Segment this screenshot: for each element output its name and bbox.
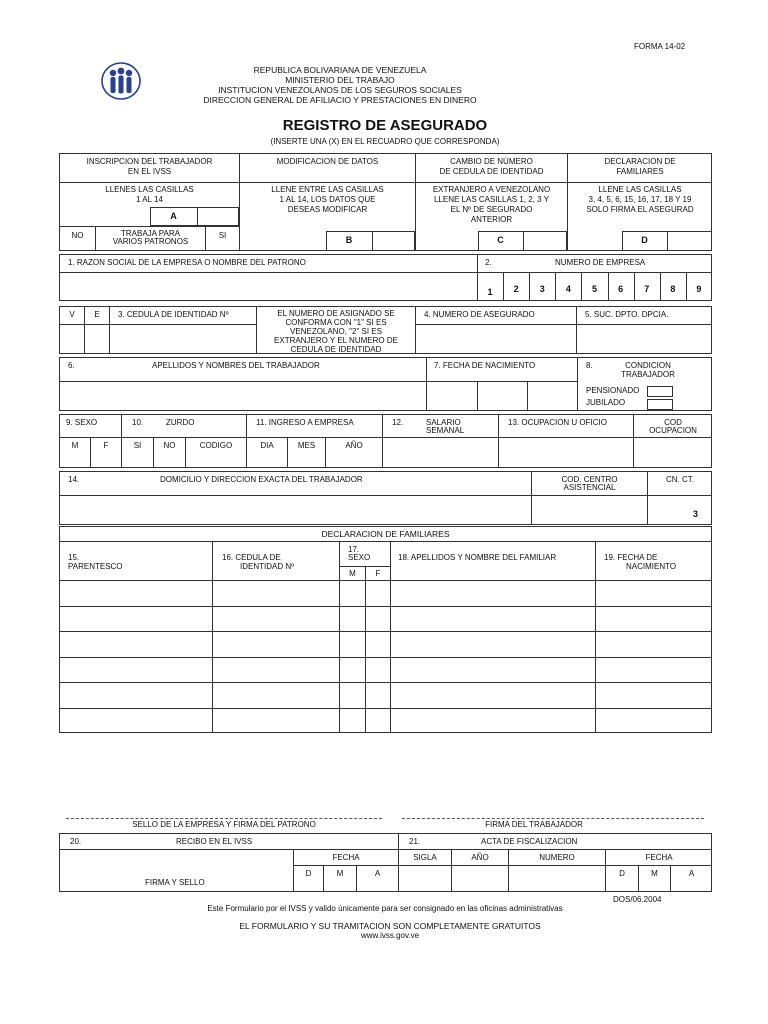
empresa-digit-9[interactable]: 9 — [696, 284, 702, 294]
centro-label-2: ASISTENCIAL — [563, 483, 616, 492]
field-8-label-1: CONDICION — [625, 361, 671, 370]
cn-ct-value: 3 — [693, 509, 699, 519]
familiar-row[interactable] — [60, 632, 711, 657]
option-b-desc-3: DESEAS MODIFICAR — [287, 205, 368, 214]
field-e: E — [94, 310, 100, 319]
footer-note: Este Formulario por el IVSS y valido únicamente para ser consignado en las oficinas administrativas — [207, 904, 563, 913]
cedula-note-4: EXTRANJERO Y EL NUMERO DE — [274, 336, 398, 345]
header-line-3: INSTITUCION VENEZOLANOS DE LOS SEGUROS SOCIALES — [218, 85, 462, 95]
field-10-label: ZURDO — [166, 418, 195, 427]
option-d-desc-1: LLENE LAS CASILLAS — [598, 185, 682, 194]
field-15-number: 15. — [68, 553, 80, 562]
option-d-desc-2: 3, 4, 5, 6, 15, 16, 17, 18 Y 19 — [588, 195, 692, 204]
ocupacion-input[interactable] — [499, 438, 633, 467]
header-line-4: DIRECCION GENERAL DE AFILIACIO Y PRESTACIONES EN DINERO — [203, 95, 477, 105]
empresa-digit-7[interactable]: 7 — [644, 284, 650, 294]
acta-sigla-label: SIGLA — [413, 853, 437, 862]
option-a-si: SI — [218, 231, 227, 240]
recibo-mes: M — [336, 869, 344, 878]
firma-trabajador-label: FIRMA DEL TRABAJADOR — [485, 820, 583, 829]
acta-fecha-label: FECHA — [645, 853, 673, 862]
recibo-anio: A — [374, 869, 381, 878]
option-c-desc-1: EXTRANJERO A VENEZOLANO — [432, 185, 551, 194]
recibo-dia: D — [305, 869, 312, 878]
sello-label: SELLO DE LA EMPRESA Y FIRMA DEL PATRONO — [132, 820, 316, 829]
cedula-note-3: VENEZOLANO, "2" SI ES — [290, 327, 382, 336]
ingreso-dia: DIA — [260, 441, 274, 450]
option-a-varios-1: TRABAJA PARA — [121, 229, 180, 238]
familiar-row[interactable] — [60, 683, 711, 708]
field-20-label: RECIBO EN EL IVSS — [176, 837, 253, 846]
salario-input[interactable] — [383, 438, 498, 467]
acta-anio: A — [688, 869, 695, 878]
field-8-number: 8. — [586, 361, 593, 370]
cedula-input[interactable] — [110, 325, 256, 353]
zurdo-no[interactable]: NO — [163, 441, 176, 450]
option-d-title-1: DECLARACION DE — [604, 157, 676, 166]
field-4-label: 4. NUMERO DE ASEGURADO — [424, 310, 535, 319]
ingreso-anio: AÑO — [345, 441, 363, 450]
sexo-m[interactable]: M — [71, 441, 79, 450]
apellidos-nombres-input[interactable] — [60, 382, 426, 410]
cedula-note-2: CONFORMA CON "1" SI ES — [285, 318, 387, 327]
ingreso-mes: MES — [297, 441, 316, 450]
acta-dia: D — [619, 869, 625, 878]
field-21-label: ACTA DE FISCALIZACION — [481, 837, 578, 846]
field-16-label-1: 16. CEDULA DE — [222, 553, 281, 562]
option-b-desc-1: LLENE ENTRE LAS CASILLAS — [271, 185, 384, 194]
centro-label-1: COD. CENTRO — [561, 475, 618, 484]
field-2-label: NUMERO DE EMPRESA — [555, 258, 646, 267]
familiar-row[interactable] — [60, 709, 711, 734]
header-line-2: MINISTERIO DEL TRABAJO — [285, 75, 395, 85]
cod-ocupacion-label-1: COD — [664, 418, 682, 427]
cn-ct-label: CN. CT. — [666, 475, 694, 484]
field-16-label-2: IDENTIDAD Nº — [240, 562, 295, 571]
zurdo-si[interactable]: SI — [133, 441, 142, 450]
razon-social-input[interactable] — [60, 273, 476, 300]
familiar-row[interactable] — [60, 581, 711, 606]
option-b-desc-2: 1 AL 14, LOS DATOS QUE — [279, 195, 376, 204]
empresa-digit-5[interactable]: 5 — [591, 284, 597, 294]
sexo-f[interactable]: F — [103, 441, 109, 450]
cedula-note-5: CEDULA DE IDENTIDAD — [290, 345, 382, 354]
field-21-number: 21. — [409, 837, 421, 846]
form-title: REGISTRO DE ASEGURADO — [282, 117, 488, 134]
jubilado-label: JUBILADO — [586, 398, 626, 407]
cedula-note-1: EL NUMERO DE ASIGNADO SE — [277, 309, 395, 318]
option-c-letter: C — [497, 235, 504, 245]
field-6-label: APELLIDOS Y NOMBRES DEL TRABAJADOR — [152, 361, 320, 370]
familiar-sexo-f: F — [375, 569, 381, 578]
option-a-desc-2: 1 AL 14 — [136, 195, 163, 204]
empresa-digit-1[interactable]: 1 — [487, 287, 493, 297]
form-code: FORMA 14-02 — [634, 42, 686, 51]
option-c-desc-2: LLENE LAS CASILLAS 1, 2, 3 Y — [433, 195, 550, 204]
field-1-label: 1. RAZON SOCIAL DE LA EMPRESA O NOMBRE DEL PATRONO — [68, 258, 306, 267]
field-12-label-1: SALARIO — [426, 418, 461, 427]
field-v: V — [69, 310, 75, 319]
field-14-number: 14. — [68, 475, 80, 484]
option-c-desc-3: EL Nº DE SEGURADO — [450, 205, 533, 214]
pensionado-label: PENSIONADO — [586, 386, 640, 395]
field-17-label: SEXO — [348, 553, 371, 562]
jubilado-checkbox[interactable] — [647, 399, 673, 410]
field-9-label: 9. SEXO — [66, 418, 98, 427]
empresa-digit-2[interactable]: 2 — [513, 284, 519, 294]
field-13-label: 13. OCUPACION U OFICIO — [508, 418, 607, 427]
familiar-sexo-m: M — [349, 569, 356, 578]
cod-ocupacion-label-2: OCUPACION — [649, 426, 697, 435]
field-2-number: 2. — [485, 258, 492, 267]
numero-asegurado-input[interactable] — [416, 325, 576, 353]
acta-mes: M — [651, 869, 658, 878]
domicilio-input[interactable] — [60, 496, 531, 524]
option-d-desc-3: SOLO FIRMA EL ASEGURAD — [586, 205, 694, 214]
option-a-varios-2: VARIOS PATRONOS — [112, 237, 189, 246]
empresa-digit-8[interactable]: 8 — [670, 284, 676, 294]
empresa-digit-6[interactable]: 6 — [618, 284, 624, 294]
familiares-title: DECLARACION DE FAMILIARES — [321, 529, 450, 539]
acta-anio-label: AÑO — [471, 853, 489, 862]
option-d-title-2: FAMILIARES — [616, 167, 664, 176]
option-a-title-1: INSCRIPCION DEL TRABAJADOR — [86, 157, 213, 166]
field-20-number: 20. — [70, 837, 82, 846]
field-17-number: 17. — [348, 545, 360, 554]
document-code: DOS/06.2004 — [613, 895, 662, 904]
option-c-title-1: CAMBIO DE NÚMERO — [450, 157, 533, 166]
zurdo-codigo: CODIGO — [199, 441, 233, 450]
field-6-number: 6. — [68, 361, 75, 370]
option-a-no: NO — [71, 231, 84, 240]
recibo-fecha-label: FECHA — [332, 853, 360, 862]
sello-signature-line[interactable] — [66, 818, 382, 819]
option-c-desc-4: ANTERIOR — [470, 215, 513, 224]
field-7-label: 7. FECHA DE NACIMIENTO — [434, 361, 536, 370]
field-10-number: 10. — [132, 418, 144, 427]
field-12-number: 12. — [392, 418, 404, 427]
empresa-digit-4[interactable]: 4 — [565, 284, 571, 294]
sucursal-input[interactable] — [577, 325, 711, 353]
field-15-label: PARENTESCO — [68, 562, 123, 571]
field-19-label-1: 19. FECHA DE — [604, 553, 658, 562]
option-b-letter: B — [345, 235, 353, 245]
familiar-row[interactable] — [60, 658, 711, 683]
acta-numero-label: NUMERO — [539, 853, 575, 862]
trabajador-signature-line[interactable] — [402, 818, 704, 819]
familiar-row[interactable] — [60, 607, 711, 632]
option-d-letter: D — [641, 235, 648, 245]
website-link[interactable]: www.ivss.gov.ve — [360, 931, 420, 940]
gratuito-notice: EL FORMULARIO Y SU TRAMITACION SON COMPLETAMENTE GRATUITOS — [239, 921, 541, 931]
pensionado-checkbox[interactable] — [647, 386, 673, 397]
option-a-desc-1: LLENES LAS CASILLAS — [105, 185, 194, 194]
empresa-digit-3[interactable]: 3 — [539, 284, 545, 294]
field-3-label: 3. CEDULA DE IDENTIDAD Nº — [118, 310, 229, 319]
option-a-title-2: EN EL IVSS — [127, 167, 172, 176]
field-5-label: 5. SUC. DPTO. DPCIA. — [585, 310, 669, 319]
field-14-label: DOMICILIO Y DIRECCION EXACTA DEL TRABAJADOR — [160, 475, 363, 484]
firma-sello-label: FIRMA Y SELLO — [145, 878, 205, 887]
option-b-title: MODIFICACION DE DATOS — [276, 157, 379, 166]
field-18-label: 18. APELLIDOS Y NOMBRE DEL FAMILIAR — [398, 553, 557, 562]
option-c-title-2: DE CEDULA DE IDENTIDAD — [439, 167, 544, 176]
option-a-letter: A — [170, 211, 177, 221]
field-8-label-2: TRABAJADOR — [621, 370, 675, 379]
field-19-label-2: NACIMIENTO — [626, 562, 677, 571]
header-line-1: REPUBLICA BOLIVARIANA DE VENEZUELA — [253, 65, 427, 75]
field-11-label: 11. INGRESO A EMPRESA — [256, 418, 354, 427]
form-subtitle: (INSERTE UNA (X) EN EL RECUADRO QUE CORRESPONDA) — [270, 137, 500, 146]
field-12-label-2: SEMANAL — [426, 426, 465, 435]
